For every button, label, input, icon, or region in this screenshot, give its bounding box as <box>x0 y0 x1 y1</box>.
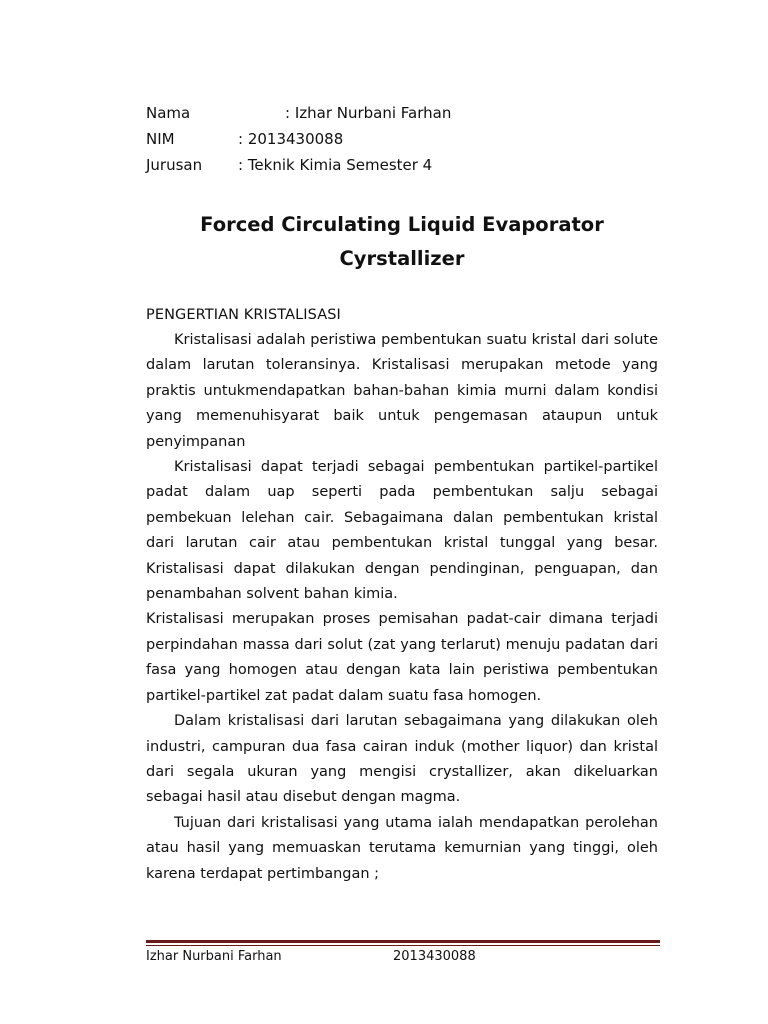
jurusan-label: Jurusan <box>146 156 203 174</box>
section-heading: PENGERTIAN KRISTALISASI <box>146 307 341 323</box>
jurusan-value: : Teknik Kimia Semester 4 <box>238 156 433 174</box>
name-value: : Izhar Nurbani Farhan <box>285 104 452 122</box>
footer-author: Izhar Nurbani Farhan <box>146 949 282 964</box>
footer-divider-thick <box>146 940 660 943</box>
document-body <box>146 328 658 887</box>
nim-label: NIM <box>146 130 175 148</box>
paragraph: Kristalisasi merupakan proses pemisahan padat-cair dimana terjadi perpindahan massa dari solut (zat yang terlarut) menuju padatan dari fasa yang homogen atau dengan kata lain peristiwa pembentukan partikel-partikel zat padat dalam suatu fasa homogen. <box>146 611 658 704</box>
document-title: Forced Circulating Liquid Evaporator Cyrstallizer <box>200 213 604 270</box>
paragraph: Tujuan dari kristalisasi yang utama ialah mendapatkan perolehan atau hasil yang memuaskan terutama kemurnian yang tinggi, oleh karena terdapat pertimbangan ; <box>146 814 658 882</box>
nim-value: : 2013430088 <box>238 130 344 148</box>
name-label: Nama <box>146 104 191 122</box>
paragraph: Dalam kristalisasi dari larutan sebagaimana yang dilakukan oleh industri, campuran dua fasa cairan induk (mother liquor) dan kristal dari segala ukuran yang mengisi crystallizer, akan dikeluarkan sebagai hasil atau disebut dengan magma. <box>146 713 658 806</box>
footer-divider-thin <box>146 945 660 946</box>
paragraph: Kristalisasi dapat terjadi sebagai pembentukan partikel-partikel padat dalam uap seperti pada pembentukan salju sebagai pembekuan lelehan cair. Sebagaimana dalan pembentukan kristal dari larutan cair atau pembentukan kristal tunggal yang besar. Kristalisasi dapat dilakukan dengan pendinginan, penguapan, dan penambahan solvent bahan kimia. <box>146 459 658 603</box>
footer-nim: 2013430088 <box>393 949 476 964</box>
paragraph: Kristalisasi adalah peristiwa pembentukan suatu kristal dari solute dalam larutan toleransinya. Kristalisasi merupakan metode yang praktis untukmendapatkan bahan-bahan kimia murni dalam kondisi yang memenuhisyarat baik untuk pengemasan ataupun untuk penyimpanan <box>146 332 658 450</box>
